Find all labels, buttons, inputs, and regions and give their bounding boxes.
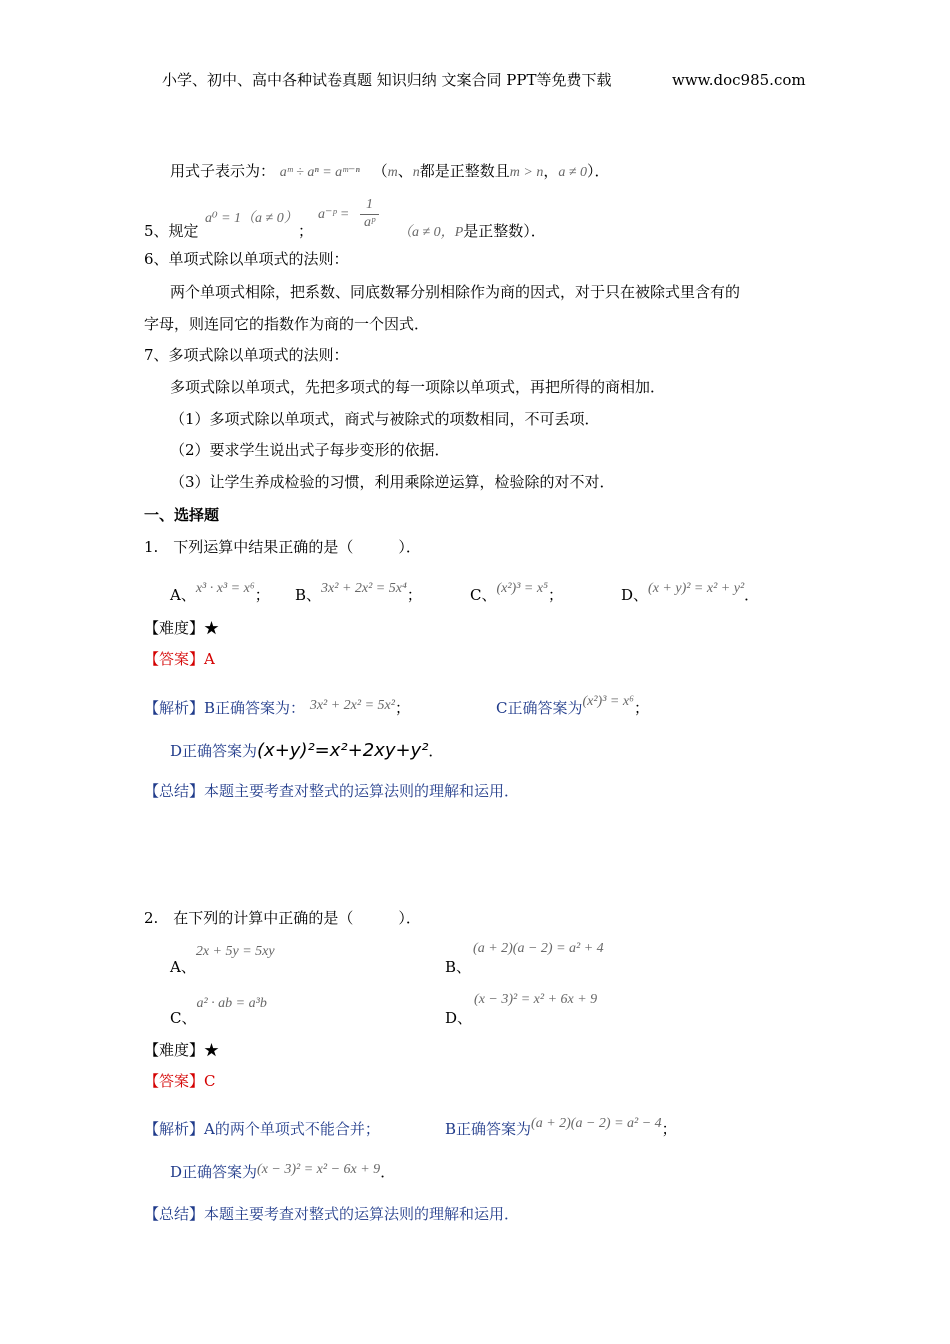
q1-analysis-c bbox=[496, 694, 649, 719]
q2-summary-label: 【总结】 bbox=[144, 1205, 205, 1223]
q1-analysis bbox=[144, 699, 410, 719]
rule7-note3: （3）让学生养成检验的习惯，利用乘除逆运算，检验除的对不对． bbox=[170, 473, 615, 491]
q2-analysis-b-text: B正确答案为 bbox=[445, 1120, 532, 1138]
intro-line1 bbox=[170, 162, 610, 182]
q1-option-b-formula: 3x² + 2x² = 5x⁴ bbox=[321, 581, 407, 596]
q1-option-d-label: D、 bbox=[621, 586, 649, 604]
intro-line1-close: ）． bbox=[587, 162, 610, 180]
formula-negative-exponent-frac bbox=[360, 197, 379, 232]
q1-option-a bbox=[170, 581, 270, 606]
q1-analysis-b-formula: 3x² + 2x² = 5x² bbox=[309, 698, 395, 713]
q1-analysis-d-formula: (x+y)²=x²+2xy+y² bbox=[257, 740, 429, 761]
q1-summary-text: 本题主要考查对整式的运算法则的理解和运用． bbox=[204, 782, 520, 800]
q1-summary-label: 【总结】 bbox=[144, 782, 205, 800]
q2-analysis-d-formula: (x − 3)² = x² − 6x + 9 bbox=[257, 1162, 381, 1177]
formula-division-rule: aᵐ ÷ aⁿ = aᵐ⁻ⁿ bbox=[279, 165, 360, 180]
q1-option-c bbox=[470, 581, 563, 606]
rule5-cond: （a ≠ 0， bbox=[398, 225, 455, 240]
q2-option-d bbox=[445, 989, 598, 1027]
intro-line1-open: （ bbox=[372, 162, 388, 180]
q2-analysis-label: 【解析】 bbox=[144, 1120, 205, 1138]
cond-m-gt-n: m > n bbox=[509, 165, 544, 180]
q1-analysis-c-formula: (x²)³ = x⁶ bbox=[582, 694, 634, 709]
header-url[interactable]: www.doc985.com bbox=[672, 71, 806, 89]
q2-summary bbox=[144, 1205, 519, 1223]
q2-analysis-d bbox=[170, 1163, 395, 1183]
q2-analysis-b bbox=[445, 1116, 677, 1140]
q2-option-c-formula: a² · ab = a³b bbox=[196, 996, 267, 1011]
q1-option-b-sep: ； bbox=[406, 586, 422, 604]
q2-option-b-formula: (a + 2)(a − 2) = a² + 4 bbox=[473, 941, 604, 956]
intro-line1-sep: 、 bbox=[397, 162, 413, 180]
q1-option-d-sep: ． bbox=[744, 586, 760, 604]
var-m: m bbox=[387, 165, 398, 180]
q2-difficulty: 【难度】★ bbox=[144, 1041, 220, 1059]
header-left-text: 小学、初中、高中各种试卷真题 知识归纳 文案合同 PPT等免费下载 bbox=[162, 71, 612, 89]
q2-analysis-b-formula: (a + 2)(a − 2) = a² − 4 bbox=[531, 1116, 662, 1131]
q1-option-c-label: C、 bbox=[470, 586, 497, 604]
intro-line1-comma: ， bbox=[543, 162, 559, 180]
q2-option-c bbox=[170, 993, 267, 1027]
rule5-semicolon: ； bbox=[298, 222, 314, 240]
var-p: P bbox=[454, 225, 464, 240]
cond-a-ne-0: a ≠ 0 bbox=[558, 165, 588, 180]
q1-option-b bbox=[295, 581, 422, 606]
q2-option-d-formula: (x − 3)² = x² + 6x + 9 bbox=[474, 992, 598, 1007]
q2-summary-text: 本题主要考查对整式的运算法则的理解和运用． bbox=[204, 1205, 520, 1223]
q2-stem: 2. 在下列的计算中正确的是（ ）． bbox=[144, 909, 421, 927]
frac-numerator: 1 bbox=[360, 197, 379, 215]
q2-analysis-b-sep: ； bbox=[661, 1120, 677, 1138]
q1-option-d-formula: (x + y)² = x² + y² bbox=[648, 581, 745, 596]
q1-analysis-b-sep: ； bbox=[394, 699, 410, 717]
q1-option-c-formula: (x²)³ = x⁵ bbox=[496, 581, 548, 596]
q1-option-c-sep: ； bbox=[547, 586, 563, 604]
rule7-body: 多项式除以单项式，先把多项式的每一项除以单项式，再把所得的商相加． bbox=[170, 378, 666, 396]
q1-analysis-d-sep: ． bbox=[428, 742, 444, 760]
q2-analysis-d-sep: ． bbox=[380, 1163, 396, 1181]
q1-difficulty: 【难度】★ bbox=[144, 619, 220, 637]
rule6-title: 6、单项式除以单项式的法则： bbox=[144, 250, 349, 268]
q1-stem: 1. 下列运算中结果正确的是（ ）． bbox=[144, 538, 421, 556]
rule5-tail: 是正整数）． bbox=[463, 222, 546, 240]
q1-option-a-formula: x³ · x³ = x⁶ bbox=[195, 581, 255, 596]
q2-option-a-formula: 2x + 5y = 5xy bbox=[195, 944, 275, 959]
q2-analysis bbox=[144, 1120, 380, 1138]
q2-option-a-label: A、 bbox=[170, 958, 196, 976]
q2-answer: 【答案】C bbox=[144, 1072, 216, 1090]
q1-option-b-label: B、 bbox=[295, 586, 322, 604]
q2-option-c-label: C、 bbox=[170, 1009, 197, 1027]
q1-analysis-d-text: D正确答案为 bbox=[170, 742, 258, 760]
rule6-body-line2: 字母，则连同它的指数作为商的一个因式． bbox=[144, 315, 430, 333]
page-header bbox=[162, 71, 612, 89]
q1-option-a-label: A、 bbox=[170, 586, 196, 604]
q2-analysis-d-text: D正确答案为 bbox=[170, 1163, 258, 1181]
intro-line1-prefix: 用式子表示为： bbox=[170, 162, 276, 180]
q1-option-a-sep: ； bbox=[254, 586, 270, 604]
q1-analysis-d bbox=[170, 740, 443, 762]
q2-analysis-a-text: A的两个单项式不能合并； bbox=[204, 1120, 380, 1138]
rule7-note1: （1）多项式除以单项式，商式与被除式的项数相同，不可丢项． bbox=[170, 410, 600, 428]
formula-zero-exponent: a⁰ = 1（a ≠ 0） bbox=[205, 211, 298, 226]
rule5-condition bbox=[398, 222, 546, 242]
q1-answer: 【答案】A bbox=[144, 650, 215, 668]
var-n: n bbox=[412, 165, 420, 180]
q1-analysis-c-sep: ； bbox=[633, 699, 649, 717]
rule6-body-line1: 两个单项式相除，把系数、同底数幂分别相除作为商的因式，对于只在被除式里含有的 bbox=[170, 283, 741, 301]
q2-option-d-label: D、 bbox=[445, 1009, 473, 1027]
q1-analysis-c-text: C正确答案为 bbox=[496, 699, 583, 717]
rule7-note2: （2）要求学生说出式子每步变形的依据． bbox=[170, 441, 450, 459]
section-title: 一、选择题 bbox=[144, 506, 220, 524]
q1-analysis-b-text: B正确答案为： bbox=[204, 699, 306, 717]
q2-option-b-label: B、 bbox=[445, 958, 472, 976]
q2-option-a bbox=[170, 941, 275, 976]
q2-option-b bbox=[445, 938, 604, 976]
frac-denominator: aᵖ bbox=[364, 214, 375, 230]
rule7-title: 7、多项式除以单项式的法则： bbox=[144, 346, 349, 364]
intro-line1-text: 都是正整数且 bbox=[419, 162, 510, 180]
formula-negative-exponent-lhs: a⁻ᵖ = bbox=[318, 207, 350, 222]
rule5-prefix: 5、规定 bbox=[144, 222, 199, 240]
q1-option-d bbox=[621, 581, 760, 606]
q1-analysis-label: 【解析】 bbox=[144, 699, 205, 717]
q1-summary bbox=[144, 782, 519, 800]
